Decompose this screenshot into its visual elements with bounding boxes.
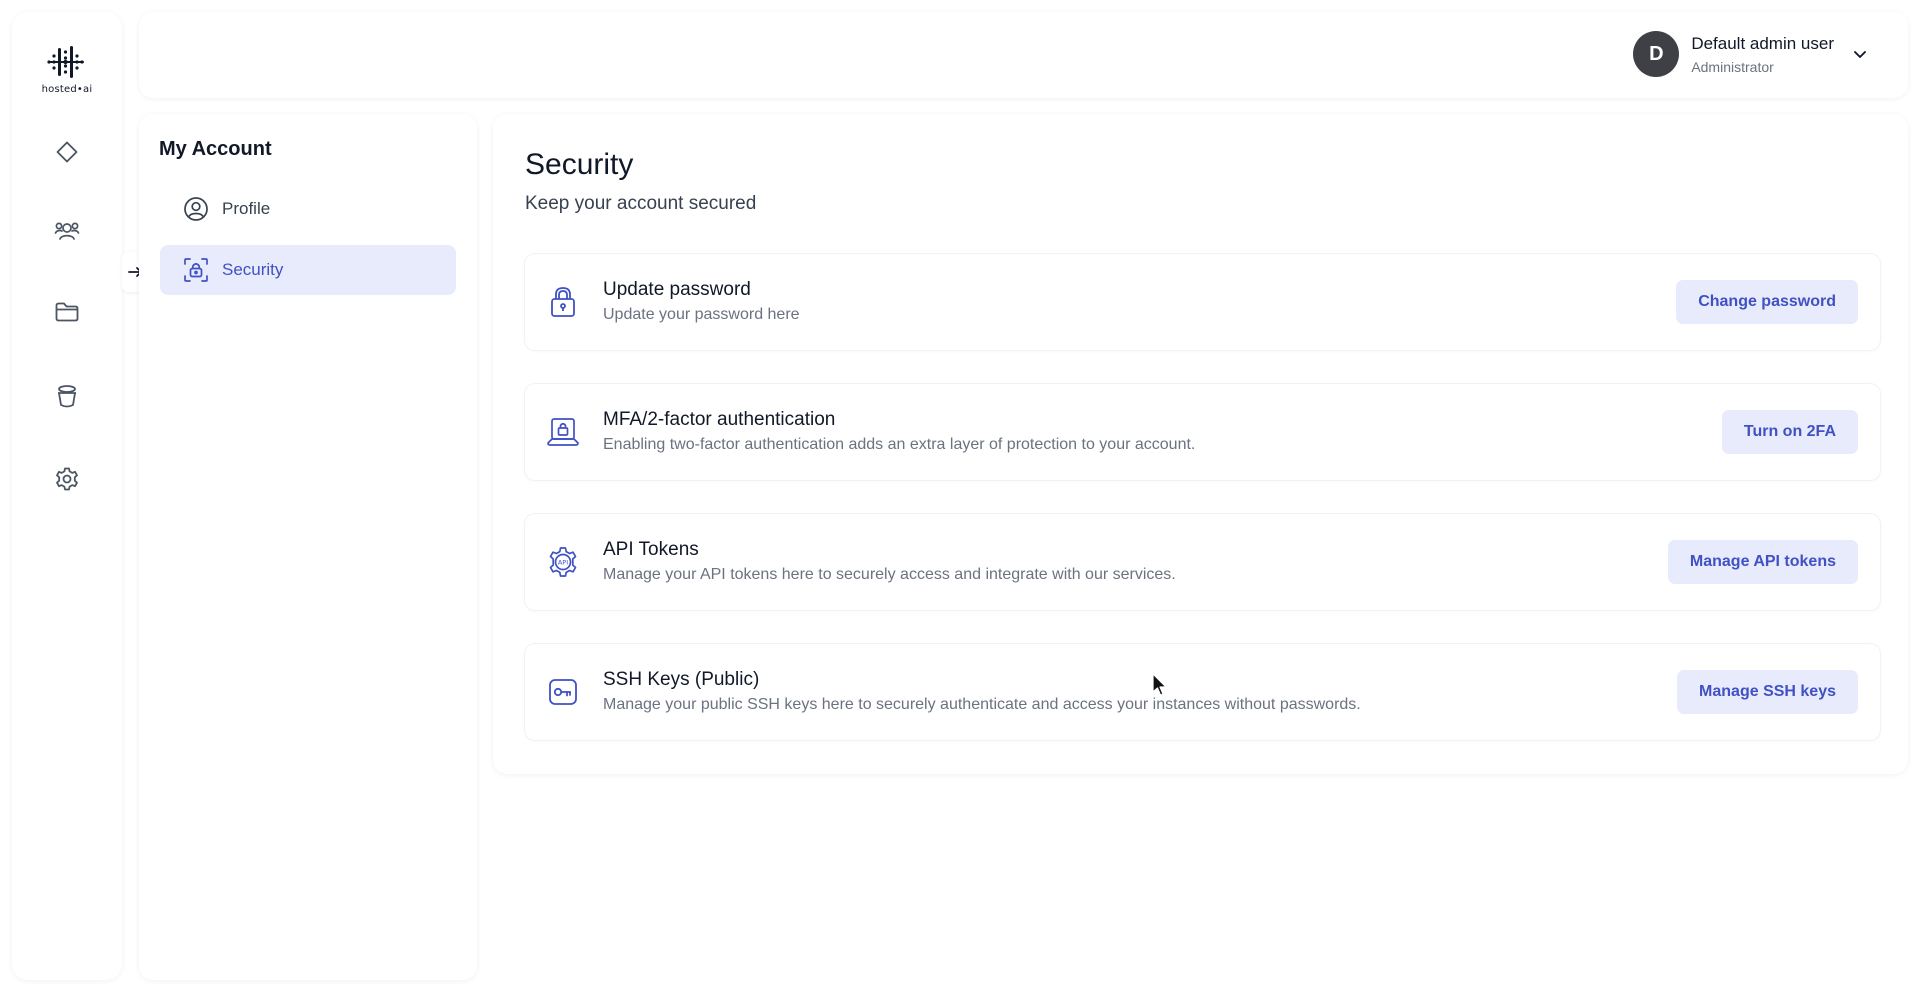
gear-icon [54,466,80,492]
card-title: MFA/2-factor authentication [603,409,836,430]
top-header [139,12,1908,98]
diamond-icon [55,140,79,164]
users-icon [54,218,80,244]
logo-mark-icon [44,42,90,82]
icon-rail [12,12,122,980]
lock-icon [543,282,583,322]
avatar: D [1633,31,1679,77]
change-password-button[interactable]: Change password [1676,280,1858,324]
bucket-icon [54,383,80,409]
rail-item-settings[interactable] [53,465,81,493]
manage-ssh-keys-button[interactable]: Manage SSH keys [1677,670,1858,714]
card-description: Manage your API tokens here to securely access and integrate with our services. [603,566,1176,583]
card-mfa [525,384,1880,480]
nav-item-label: Profile [222,199,271,218]
turn-on-2fa-button[interactable]: Turn on 2FA [1722,410,1858,454]
rail-item-storage[interactable] [53,382,81,410]
user-name: Default admin user [1691,33,1834,53]
chevron-down-icon[interactable] [1852,46,1868,62]
mouse-cursor-icon [1152,673,1168,697]
card-update-password [525,254,1880,350]
nav-item-profile[interactable] [160,184,456,234]
rail-item-files[interactable] [53,298,81,326]
account-sidebar [139,114,477,980]
rail-item-dashboard[interactable] [53,138,81,166]
card-description: Enabling two-factor authentication adds an extra layer of protection to your account. [603,436,1196,453]
page-subtitle: Keep your account secured [525,193,757,214]
user-circle-icon [182,195,210,223]
card-title: SSH Keys (Public) [603,669,760,690]
card-api-tokens [525,514,1880,610]
page-title: Security [525,148,634,181]
security-lock-icon [182,256,210,284]
laptop-lock-icon [543,412,583,452]
nav-item-security[interactable] [160,245,456,295]
manage-api-tokens-button[interactable]: Manage API tokens [1668,540,1858,584]
card-ssh-keys [525,644,1880,740]
folder-icon [54,300,80,324]
security-panel [493,114,1908,774]
rail-item-teams[interactable] [53,217,81,245]
card-description: Manage your public SSH keys here to securely authenticate and access your instances without passwords. [603,696,1361,713]
account-title: My Account [159,138,272,160]
nav-item-label: Security [222,260,284,279]
card-description: Update your password here [603,306,800,323]
card-title: API Tokens [603,539,699,560]
brand-logo[interactable] [12,42,122,95]
user-info [1691,34,1834,75]
key-icon [543,672,583,712]
user-menu[interactable] [1633,31,1868,77]
api-gear-icon [543,542,583,582]
card-title: Update password [603,279,751,300]
logo-text: hosted•ai [41,84,93,95]
svg-text:API: API [557,558,569,567]
user-role: Administrator [1691,58,1774,75]
